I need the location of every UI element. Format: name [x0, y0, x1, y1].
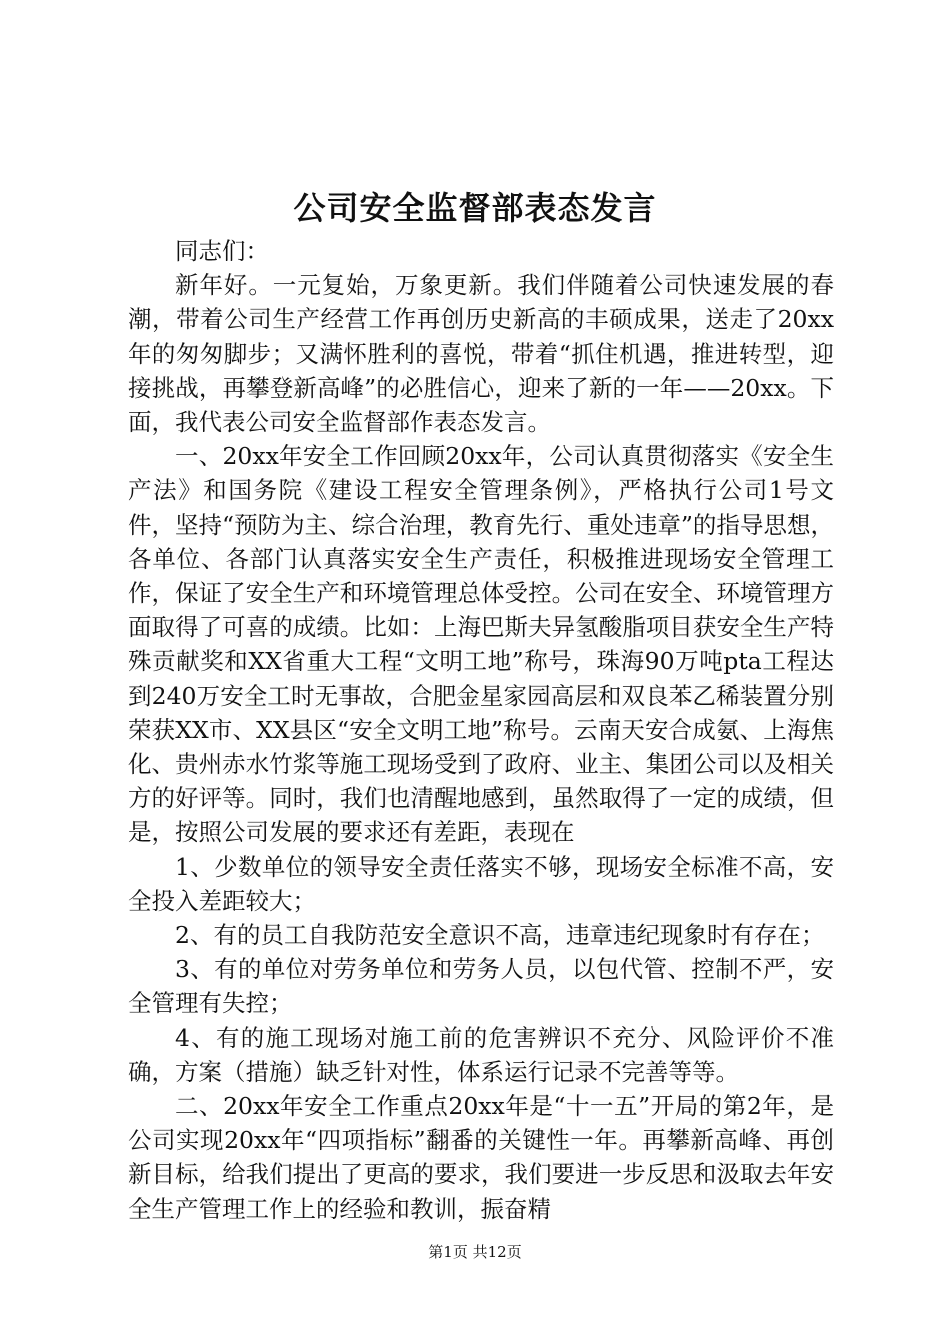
page-number-footer: 第1页 共12页	[428, 1243, 522, 1261]
salutation-paragraph: 同志们：	[175, 237, 269, 265]
priorities-paragraph: 二、20xx年安全工作重点20xx年是“十一五”开局的第2年，是公司实现20xx年“四项指标”翻番的关键性一年。再攀新高峰、再创新目标，给我们提出了更高的要求，我们要进一步反思和汲取去年安全生产管理工作上的经验和教训，振奋精	[128, 1092, 834, 1223]
document-title: 公司安全监督部表态发言	[293, 189, 657, 227]
opening-paragraph: 新年好。一元复始，万象更新。我们伴随着公司快速发展的春潮，带着公司生产经营工作再创历史新高的丰硕成果，送走了20xx年的匆匆脚步；又满怀胜利的喜悦，带着“抓住机遇，推进转型，迎接挑战，再攀登新高峰”的必胜信心，迎来了新的一年——20xx。下面，我代表公司安全监督部作表态发言。	[128, 271, 834, 437]
review-paragraph: 一、20xx年安全工作回顾20xx年，公司认真贯彻落实《安全生产法》和国务院《建设工程安全管理条例》，严格执行公司1号文件，坚持“预防为主、综合治理，教育先行、重处违章”的指导思想，各单位、各部门认真落实安全生产责任，积极推进现场安全管理工作，保证了安全生产和环境管理总体受控。公司在安全、环境管理方面取得了可喜的成绩。比如：上海巴斯夫异氢酸脂项目获安全生产特殊贡献奖和XX省重大工程“文明工地”称号，珠海90万吨pta工程达到240万安全工时无事故，合肥金星家园高层和双良苯乙稀装置分别荣获XX市、XX县区“安全文明工地”称号。云南天安合成氨、上海焦化、贵州赤水竹浆等施工现场受到了政府、业主、集团公司以及相关方的好评等。同时，我们也清醒地感到，虽然取得了一定的成绩，但是，按照公司发展的要求还有差距，表现在	[128, 442, 834, 847]
issue-item-4: 4、有的施工现场对施工前的危害辨识不充分、风险评价不准确，方案（措施）缺乏针对性，体系运行记录不完善等等。	[128, 1023, 834, 1086]
issue-item-3: 3、有的单位对劳务单位和劳务人员，以包代管、控制不严，安全管理有失控；	[128, 955, 834, 1018]
issue-item-2: 2、有的员工自我防范安全意识不高，违章违纪现象时有存在；	[175, 921, 825, 950]
issue-item-1: 1、少数单位的领导安全责任落实不够，现场安全标准不高，安全投入差距较大；	[128, 852, 834, 915]
document-body	[128, 234, 834, 1226]
